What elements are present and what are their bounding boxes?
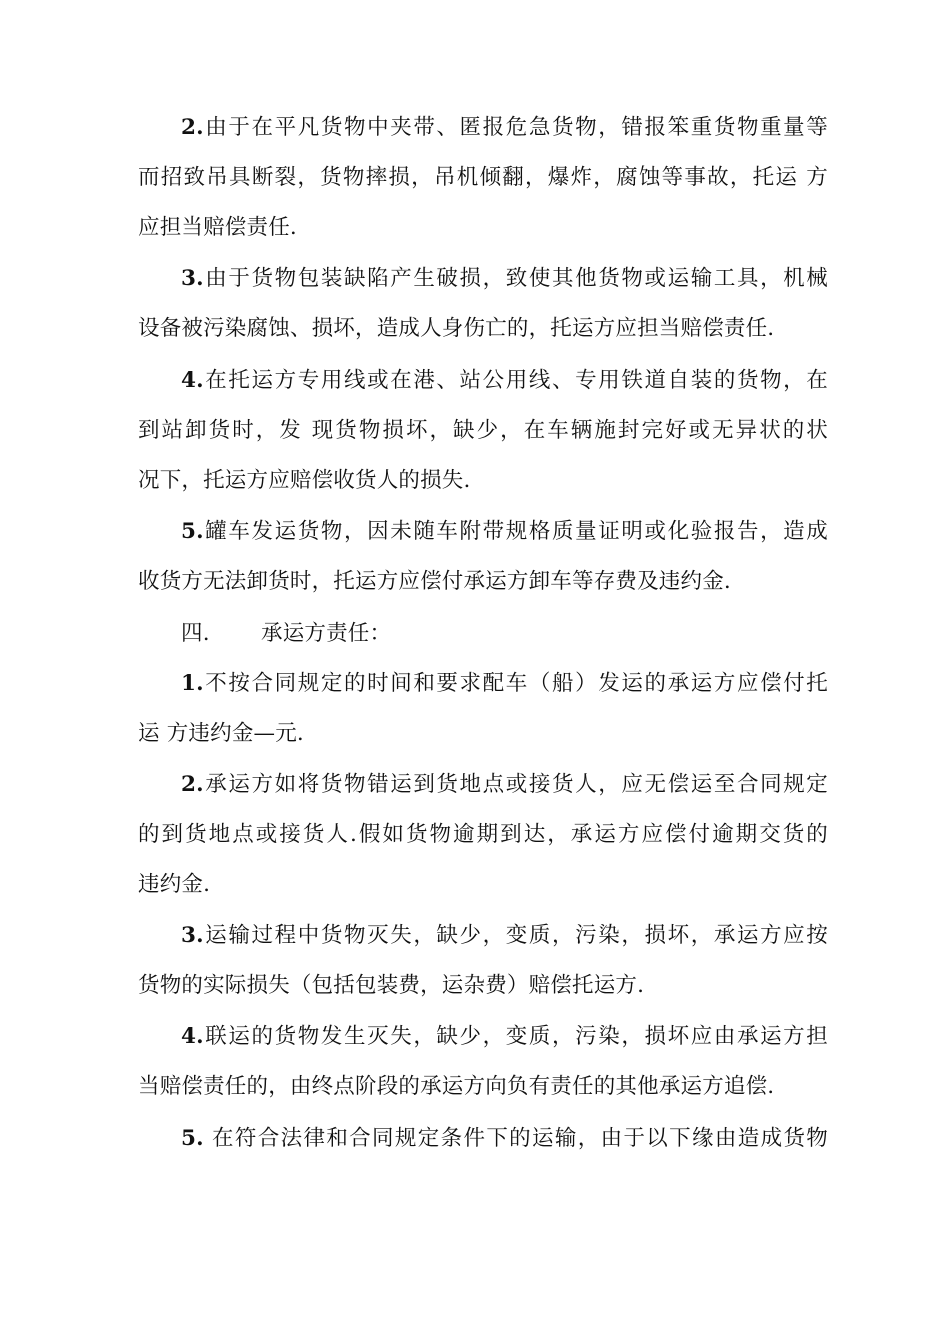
item-number: 1.	[181, 671, 204, 696]
item-number: 4.	[181, 368, 204, 393]
paragraph-line	[138, 820, 828, 850]
paragraph-text: 由于货物包装缺陷产生破损，致使其他货物或运输工具，机械	[203, 266, 828, 291]
paragraph-text: 罐车发运货物，因未随车附带规格质量证明或化验报告，造成	[203, 519, 828, 544]
item-number: 4.	[181, 1024, 204, 1049]
paragraph-text: 到站卸货时，发 现货物损坏，缺少，在车辆施封完好或无异状的状	[138, 418, 828, 443]
paragraph-text: 货物的实际损失（包括包装费，运杂费）赔偿托运方.	[138, 973, 645, 998]
item-number: 2.	[181, 772, 204, 797]
paragraph-text: 在托运方专用线或在港、站公用线、专用铁道自装的货物，在	[203, 368, 828, 393]
paragraph-line	[181, 517, 828, 547]
section-title: 承运方责任：	[261, 621, 392, 646]
paragraph-line	[138, 1072, 828, 1102]
paragraph-text: 应担当赔偿责任.	[138, 215, 297, 240]
paragraph-text: 在符合法律和合同规定条件下的运输，由于以下缘由造成货物	[203, 1126, 828, 1151]
paragraph-line	[181, 669, 828, 699]
paragraph-text: 承运方如将货物错运到货地点或接货人，应无偿运至合同规定	[203, 772, 828, 797]
paragraph-text: 由于在平凡货物中夹带、匿报危急货物，错报笨重货物重量等	[203, 115, 828, 140]
paragraph-line	[138, 314, 828, 344]
paragraph-line	[138, 719, 828, 749]
paragraph-text: 的到货地点或接货人.假如货物逾期到达，承运方应偿付逾期交货的	[138, 822, 828, 847]
paragraph-line	[138, 870, 828, 900]
paragraph-text: 运输过程中货物灭失，缺少，变质，污染，损坏，承运方应按	[203, 923, 828, 948]
paragraph-text: 当赔偿责任的，由终点阶段的承运方向负有责任的其他承运方追偿.	[138, 1074, 775, 1099]
paragraph-line	[181, 921, 828, 951]
paragraph-line	[138, 971, 828, 1001]
paragraph-text: 不按合同规定的时间和要求配车（船）发运的承运方应偿付托	[203, 671, 828, 696]
section-number: 四.	[181, 621, 210, 646]
paragraph-line	[181, 366, 828, 396]
paragraph-text: 设备被污染腐蚀、损坏，造成人身伤亡的，托运方应担当赔偿责任.	[138, 316, 775, 341]
item-number: 5.	[181, 519, 204, 544]
paragraph-text: 收货方无法卸货时，托运方应偿付承运方卸车等存费及违约金.	[138, 569, 731, 594]
paragraph-line	[138, 163, 828, 193]
item-number: 5.	[181, 1126, 204, 1151]
paragraph-line	[138, 466, 828, 496]
item-number: 3.	[181, 923, 204, 948]
paragraph-line	[181, 264, 828, 294]
paragraph-text: 联运的货物发生灭失，缺少，变质，污染，损坏应由承运方担	[203, 1024, 828, 1049]
item-number: 2.	[181, 115, 204, 140]
paragraph-line	[181, 1022, 828, 1052]
paragraph-text: 运 方违约金—元.	[138, 721, 304, 746]
paragraph-line	[138, 567, 828, 597]
paragraph-line	[138, 213, 828, 243]
paragraph-line	[181, 770, 828, 800]
item-number: 3.	[181, 266, 204, 291]
paragraph-text: 违约金.	[138, 872, 211, 897]
section-heading	[181, 619, 828, 649]
paragraph-line	[181, 1124, 828, 1154]
paragraph-line	[138, 416, 828, 446]
paragraph-text: 而招致吊具断裂，货物摔损，吊机倾翻，爆炸，腐蚀等事故，托运 方	[138, 165, 828, 190]
paragraph-text: 况下，托运方应赔偿收货人的损失.	[138, 468, 471, 493]
paragraph-line	[181, 113, 828, 143]
